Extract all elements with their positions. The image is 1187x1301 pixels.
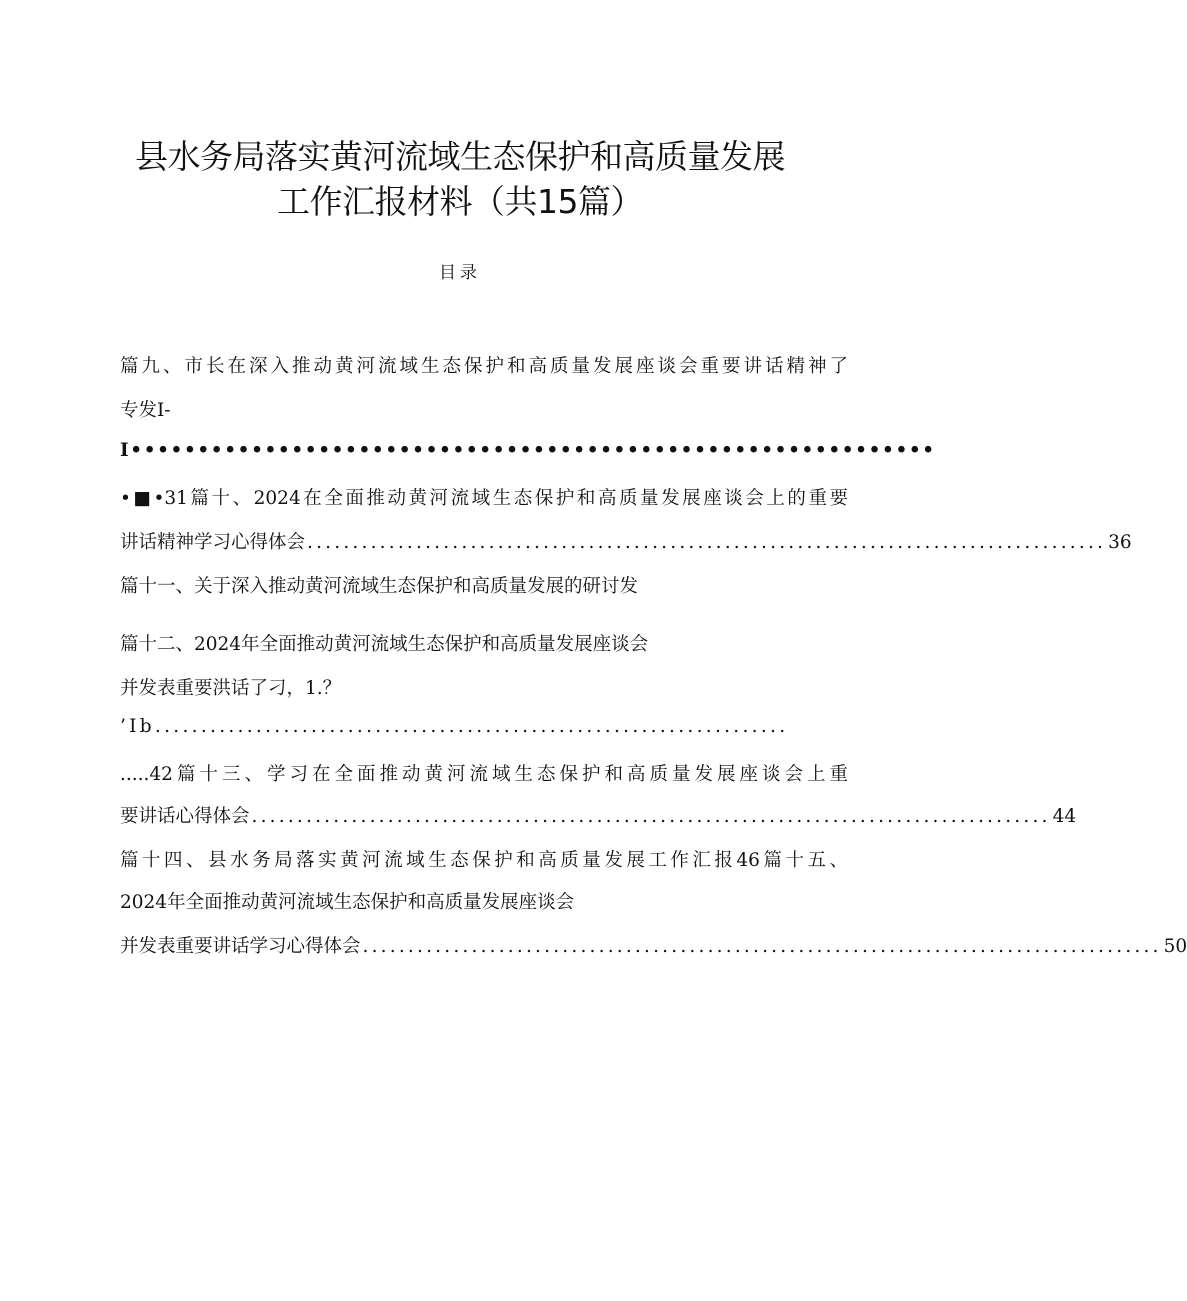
document-title-line-2: 工作汇报材料（共15篇） [277,182,643,221]
toc-leader-dots: ........................................................................................ [251,806,1051,827]
toc-leader-dots: ........................................................................................ [362,936,1162,957]
toc-line-3-prefix: I [120,440,131,461]
toc-page-number: 36 [1108,532,1132,553]
toc-entry-text: 讲话精神学习心得体会 [120,532,306,553]
toc-entry-page-50 [120,932,1187,958]
toc-page-number: 44 [1052,806,1077,827]
document-title-line-1: 县水务局落实黄河流域生态保护和高质量发展 [135,137,785,176]
toc-line-12: 篇十四、县水务局落实黄河流域生态保护和高质量发展工作汇报46篇十五、 [120,850,848,871]
toc-line-4: •■•31篇十、2024在全面推动黄河流域生态保护和高质量发展座谈会上的重要 [120,488,848,509]
toc-line-13: 2024年全面推动黄河流域生态保护和高质量发展座谈会 [120,892,575,913]
toc-page-number: 50 [1163,936,1187,957]
toc-line-10: .....42篇十三、学习在全面推动黄河流域生态保护和高质量发展座谈会上重 [120,764,848,785]
toc-line-2: 专发I- [120,400,171,421]
toc-line-8: 并发表重要洪话了刁，1.？ [120,678,342,699]
toc-line-3-dots: •••••••••••••••••••••••••••••••••••••••••••••••••••••••••••• [130,440,936,461]
toc-line-9: ’Ib..................................................................... [120,716,789,737]
toc-leader-dots: ........................................................................................ [307,532,1107,553]
toc-entry-page-36 [120,528,1132,554]
toc-entry-text: 并发表重要讲话学习心得体会 [120,936,361,957]
toc-entry-page-44 [120,802,1077,828]
toc-line-3 [120,440,936,461]
toc-line-7: 篇十二、2024年全面推动黄河流域生态保护和高质量发展座谈会 [120,634,649,655]
toc-line-6: 篇十一、关于深入推动黄河流域生态保护和高质量发展的研讨发 [120,576,639,597]
toc-entry-text: 要讲话心得体会 [120,806,250,827]
toc-line-1: 篇九、市长在深入推动黄河流域生态保护和高质量发展座谈会重要讲话精神了 [120,356,848,377]
toc-heading: 目录 [439,263,481,283]
